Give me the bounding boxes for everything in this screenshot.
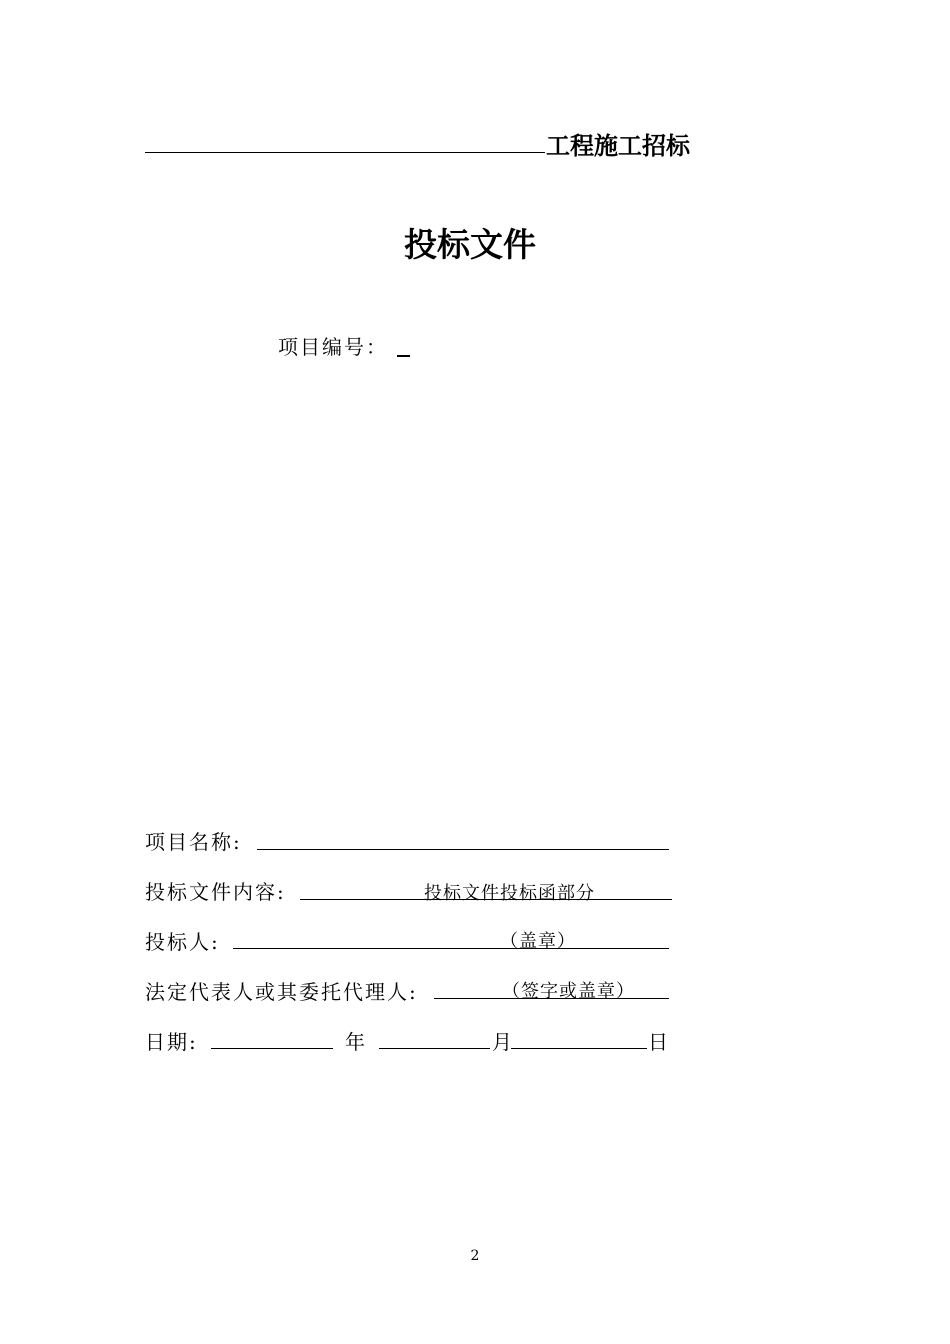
content-value: 投标文件投标函部分 [424,883,595,904]
date-label: 日期: [145,1030,198,1054]
subtitle-blank-line [145,152,545,153]
date-month-blank [379,1048,490,1049]
date-year-blank [211,1048,333,1049]
project-name-label: 项目名称: [145,830,242,854]
date-day-blank [511,1048,647,1049]
content-label: 投标文件内容: [145,880,286,904]
bidder-blank [233,948,669,949]
date-month-label: 月 [492,1030,514,1054]
bidder-note: （盖章） [500,931,576,952]
date-day-label: 日 [648,1030,670,1054]
page-number: 2 [470,1248,480,1264]
project-number-blank [397,355,410,357]
project-name-blank [257,849,669,850]
legal-rep-label: 法定代表人或其委托代理人: [145,980,418,1004]
legal-rep-blank [434,998,669,999]
content-blank [300,899,672,900]
doc-subtitle: 工程施工招标 [546,132,690,160]
date-year-label: 年 [345,1030,367,1054]
doc-title: 投标文件 [404,225,536,264]
legal-rep-note: （签字或盖章） [502,981,635,1002]
bidder-label: 投标人: [145,930,220,954]
project-number-label: 项目编号： [278,335,388,359]
